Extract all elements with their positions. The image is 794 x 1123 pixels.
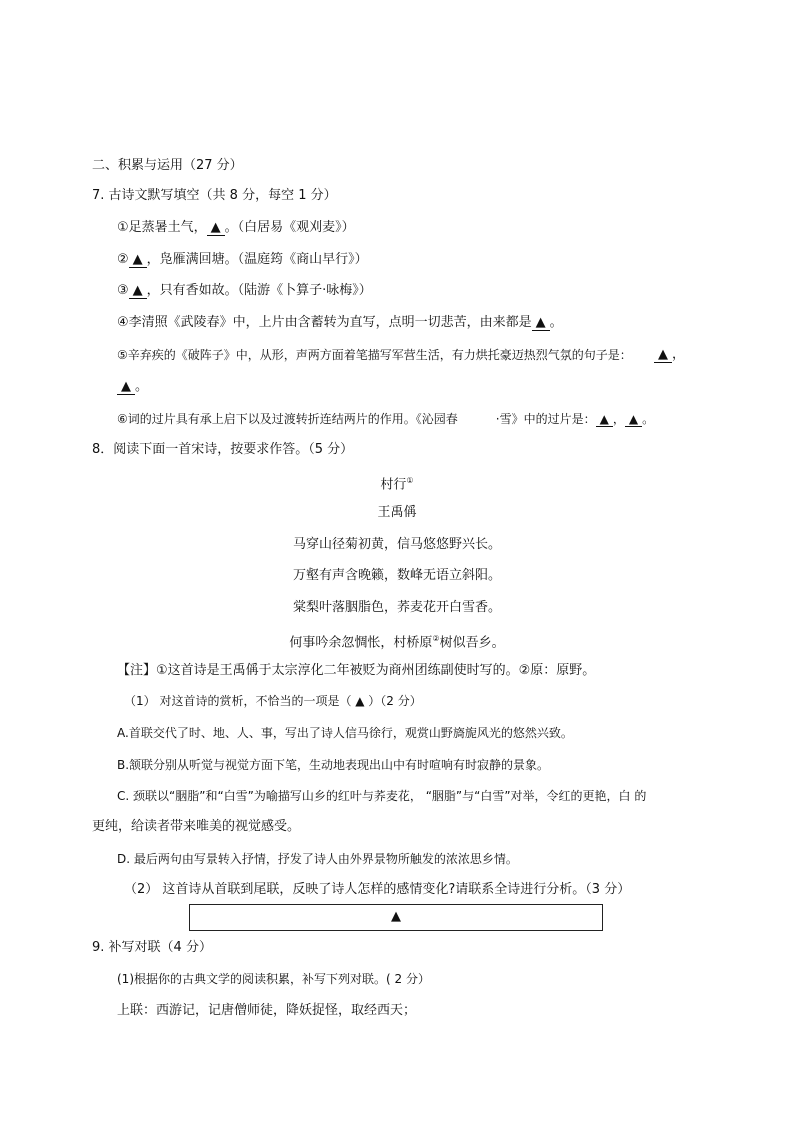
couplet-upper: 上联：西游记，记唐僧师徒，降妖捉怪，取经西天； (117, 1003, 417, 1018)
q7-line-4-text: ④李清照《武陵春》中，上片由含蓄转为直写，点明一切悲苦，由来都是 (117, 315, 532, 330)
q7-line-3-text: ，只有香如故。（陆游《卜算子·咏梅》） (146, 283, 372, 298)
poem-line-4 (0, 630, 794, 652)
footnote-marker: ② (432, 634, 440, 643)
q7-line-6-text: ⑥词的过片具有承上启下以及过渡转折连结两片的作用。《沁园春 (117, 412, 458, 426)
answer-blank[interactable]: ▲ (207, 221, 225, 236)
footnote-marker: ① (406, 476, 414, 485)
poem-author: 王禹偁 (377, 505, 417, 520)
answer-blank[interactable]: ▲ (129, 253, 147, 268)
q8-sub-2: （2） 这首诗从首联到尾联，反映了诗人怎样的感情变化?请联系全诗进行分析。（3 分） (124, 882, 631, 897)
q7-line-4 (117, 314, 563, 332)
q7-line-6-end: 。 (642, 412, 655, 426)
q7-line-4-end: 。 (549, 315, 563, 330)
option-c[interactable]: C. 颈联以“胭脂”和“白雪”为喻描写山乡的红叶与荞麦花， “胭脂”与“白雪”对举，令红的更艳，白 的 (117, 789, 647, 803)
answer-blank[interactable]: ▲ (654, 348, 672, 363)
q7-line-6-comma: ， (612, 412, 625, 426)
q7-line-3 (117, 282, 372, 300)
q7-line-1-source: 。（白居易《观刈麦》） (224, 220, 355, 235)
q9-title: 9. 补写对联（4 分） (92, 940, 212, 955)
q7-line-2-text: ，凫雁满回塘。（温庭筠《商山早行》） (146, 252, 368, 267)
poem-note: 【注】①这首诗是王禹偁于太宗淳化二年被贬为商州团练副使时写的。②原：原野。 (117, 663, 596, 678)
q7-line-3-num: ③ (117, 283, 129, 298)
q7-line-2 (117, 251, 368, 269)
q7-line-5-blank-1 (654, 346, 685, 364)
q7-line-6 (117, 410, 654, 428)
q7-title: 7. 古诗文默写填空（共 8 分，每空 1 分） (92, 188, 337, 203)
q9-sub-1: (1)根据你的古典文学的阅读积累，补写下列对联。( 2 分） (117, 972, 430, 986)
answer-blank[interactable]: ▲ (117, 380, 135, 395)
option-a[interactable]: A.首联交代了时、地、人、事，写出了诗人信马徐行，观赏山野旖旎风光的悠然兴致。 (117, 726, 573, 740)
q7-line-5-text: ⑤辛弃疾的《破阵子》中，从形，声两方面着笔描写军营生活，有力烘托豪迈热烈气氛的句子是： (117, 348, 632, 362)
q7-line-1-text: ①足蒸暑土气， (117, 220, 207, 235)
poem-line-2: 万壑有声含晚籁，数峰无语立斜阳。 (292, 568, 501, 583)
answer-blank[interactable]: ▲ (129, 284, 147, 299)
poem-title (0, 472, 794, 494)
q7-line-1 (117, 219, 355, 237)
poem-line-4-a: 何事吟余忽惆怅，村桥原 (289, 635, 433, 651)
q7-line-5-comma: ， (672, 347, 686, 362)
answer-marker: ▲ (391, 909, 401, 924)
answer-blank[interactable]: ▲ (596, 412, 613, 427)
answer-blank[interactable]: ▲ (532, 316, 550, 331)
poem-line-4-b: 树似吾乡。 (439, 635, 505, 651)
q7-line-2-num: ② (117, 252, 129, 267)
q8-sub-1: （1） 对这首诗的赏析，不恰当的一项是（ ▲ ）（2 分） (124, 694, 422, 708)
poem-line-3: 棠梨叶落胭脂色，荞麦花开白雪香。 (292, 600, 501, 615)
poem-line-1: 马穿山径菊初黄，信马悠悠野兴长。 (292, 537, 501, 552)
answer-box[interactable] (189, 904, 603, 931)
q7-line-5-cont (117, 378, 148, 396)
answer-blank[interactable]: ▲ (625, 412, 642, 427)
q7-line-6-text-2: ·雪》中的过片是： (495, 412, 596, 426)
q7-line-5-end: 。 (135, 379, 149, 394)
section-title: 二、积累与运用（27 分） (92, 158, 243, 173)
option-b[interactable]: B.颔联分别从听觉与视觉方面下笔，生动地表现出山中有时喧响有时寂静的景象。 (117, 758, 550, 772)
q7-line-5 (117, 346, 632, 364)
poem-title-text: 村行 (380, 477, 407, 493)
option-c-cont: 更纯，给读者带来唯美的视觉感受。 (92, 819, 301, 834)
q8-title: 8．阅读下面一首宋诗，按要求作答。（5 分） (92, 442, 354, 457)
option-d[interactable]: D. 最后两句由写景转入抒情，抒发了诗人由外界景物所触发的浓浓思乡情。 (117, 852, 518, 866)
